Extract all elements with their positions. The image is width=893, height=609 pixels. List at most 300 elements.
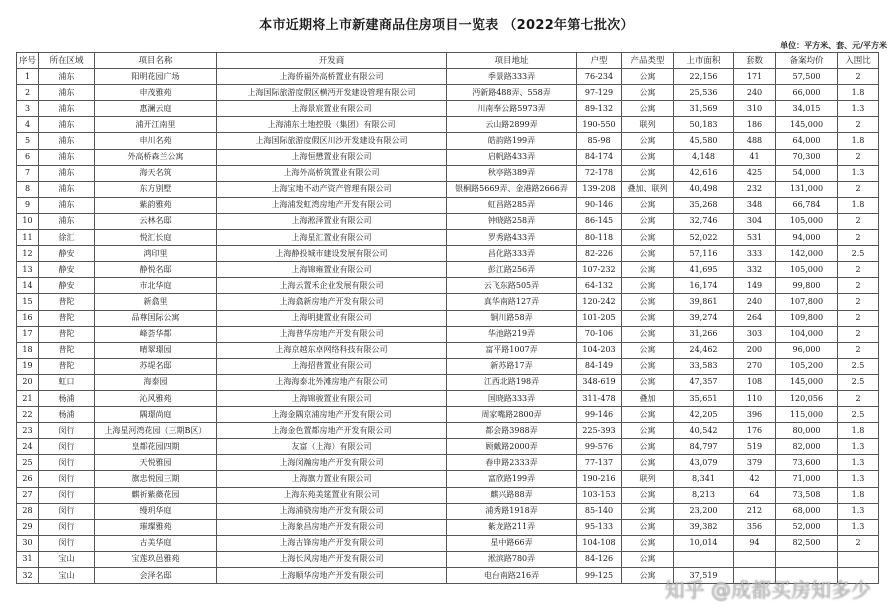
cell-price: 105,000: [776, 213, 838, 229]
cell-district: 闵行: [39, 455, 95, 471]
col-header-developer: 开发商: [217, 53, 447, 69]
cell-product-type: 公寓: [622, 407, 674, 423]
col-header-units: 套数: [734, 53, 776, 69]
cell-project-name: 浦开江南里: [95, 117, 217, 133]
cell-project-name: 海天名筑: [95, 165, 217, 181]
cell-area: 43,079: [674, 455, 734, 471]
cell-project-name: 云林名邸: [95, 213, 217, 229]
cell-units: 425: [734, 165, 776, 181]
table-row: [17, 101, 879, 117]
table-row: [17, 149, 879, 165]
cell-ratio: 1.3: [838, 455, 879, 471]
table-row: [17, 519, 879, 535]
table-row: [17, 471, 879, 487]
cell-area: 39,274: [674, 310, 734, 326]
cell-price: 64,000: [776, 133, 838, 149]
cell-ratio: [838, 551, 879, 567]
cell-product-type: 公寓: [622, 342, 674, 358]
cell-price: 109,800: [776, 310, 838, 326]
cell-units: 310: [734, 101, 776, 117]
cell-developer: 上海国际旅游度假区横沔开发建设管理有限公司: [217, 85, 447, 101]
cell-project-name: 申茂雅苑: [95, 85, 217, 101]
cell-area: 35,651: [674, 390, 734, 406]
cell-price: 54,000: [776, 165, 838, 181]
cell-units: 356: [734, 519, 776, 535]
cell-district: 闵行: [39, 487, 95, 503]
col-header-index: 序号: [17, 53, 39, 69]
cell-address: 真华南路127弄: [447, 294, 577, 310]
cell-units: 212: [734, 503, 776, 519]
cell-district: 浦东: [39, 213, 95, 229]
cell-unit-type: 70-106: [577, 326, 622, 342]
cell-index: 30: [17, 535, 39, 551]
cell-developer: 上海浦发虹湾房地产开发有限公司: [217, 197, 447, 213]
table-row: [17, 294, 879, 310]
cell-area: [674, 551, 734, 567]
cell-price: 104,000: [776, 326, 838, 342]
cell-index: 2: [17, 85, 39, 101]
cell-ratio: 2: [838, 69, 879, 85]
cell-developer: 上海海泰北外滩房地产有限公司: [217, 374, 447, 390]
cell-area: 50,183: [674, 117, 734, 133]
cell-address: 云飞东路505弄: [447, 278, 577, 294]
cell-price: 82,500: [776, 535, 838, 551]
col-header-area: 上市面积: [674, 53, 734, 69]
cell-developer: 上海恒懋置业有限公司: [217, 149, 447, 165]
cell-area: 8,341: [674, 471, 734, 487]
cell-project-name: 会泽名邸: [95, 568, 217, 584]
cell-project-name: 惠澜云庭: [95, 101, 217, 117]
cell-ratio: 2: [838, 181, 879, 197]
cell-area: 57,116: [674, 246, 734, 262]
cell-ratio: 2: [838, 278, 879, 294]
cell-index: 28: [17, 503, 39, 519]
cell-ratio: 1.3: [838, 471, 879, 487]
cell-index: 3: [17, 101, 39, 117]
cell-price: 71,000: [776, 471, 838, 487]
cell-price: 68,000: [776, 503, 838, 519]
cell-ratio: 2: [838, 326, 879, 342]
cell-area: 4,148: [674, 149, 734, 165]
cell-index: 12: [17, 246, 39, 262]
cell-unit-type: 77-137: [577, 455, 622, 471]
table-row: [17, 165, 879, 181]
cell-price: 99,800: [776, 278, 838, 294]
cell-unit-type: 90-146: [577, 197, 622, 213]
table-row: [17, 278, 879, 294]
cell-ratio: 2.5: [838, 358, 879, 374]
cell-unit-type: 120-242: [577, 294, 622, 310]
cell-area: 10,014: [674, 535, 734, 551]
cell-area: 32,746: [674, 213, 734, 229]
cell-district: 普陀: [39, 294, 95, 310]
cell-index: 5: [17, 133, 39, 149]
cell-project-name: 阳明花园广场: [95, 69, 217, 85]
cell-units: 110: [734, 390, 776, 406]
cell-area: 42,205: [674, 407, 734, 423]
cell-ratio: 1.3: [838, 165, 879, 181]
cell-district: 浦东: [39, 165, 95, 181]
cell-unit-type: 107-232: [577, 262, 622, 278]
cell-price: 82,000: [776, 439, 838, 455]
cell-developer: 上海浦东土地控股（集团）有限公司: [217, 117, 447, 133]
cell-product-type: 公寓: [622, 246, 674, 262]
cell-price: 145,000: [776, 374, 838, 390]
cell-product-type: 叠加、联列: [622, 181, 674, 197]
cell-unit-type: 89-132: [577, 101, 622, 117]
cell-project-name: 皇都花园四期: [95, 439, 217, 455]
cell-district: 宝山: [39, 551, 95, 567]
cell-price: 105,000: [776, 262, 838, 278]
table-row: [17, 246, 879, 262]
cell-index: 8: [17, 181, 39, 197]
cell-unit-type: 84-149: [577, 358, 622, 374]
cell-area: 31,569: [674, 101, 734, 117]
cell-index: 9: [17, 197, 39, 213]
cell-address: 江西北路198弄: [447, 374, 577, 390]
cell-units: 332: [734, 262, 776, 278]
cell-ratio: 2: [838, 230, 879, 246]
cell-ratio: 1.8: [838, 133, 879, 149]
cell-price: 80,000: [776, 423, 838, 439]
table-header-row: [17, 53, 879, 69]
cell-product-type: 叠加: [622, 390, 674, 406]
cell-ratio: 2.5: [838, 246, 879, 262]
cell-price: 70,300: [776, 149, 838, 165]
cell-area: 39,861: [674, 294, 734, 310]
cell-price: 94,000: [776, 230, 838, 246]
cell-district: 浦东: [39, 117, 95, 133]
cell-district: 杨浦: [39, 407, 95, 423]
cell-price: 57,500: [776, 69, 838, 85]
cell-developer: 上海侨福外高桥置业有限公司: [217, 69, 447, 85]
cell-district: 浦东: [39, 181, 95, 197]
cell-project-name: 古美华庭: [95, 535, 217, 551]
cell-index: 13: [17, 262, 39, 278]
cell-project-name: 新翕里: [95, 294, 217, 310]
table-row: [17, 568, 879, 584]
cell-district: 闵行: [39, 519, 95, 535]
cell-units: 41: [734, 149, 776, 165]
cell-product-type: 公寓: [622, 101, 674, 117]
cell-price: 73,508: [776, 487, 838, 503]
cell-project-name: 鸿印里: [95, 246, 217, 262]
table-row: [17, 342, 879, 358]
cell-product-type: 联列: [622, 117, 674, 133]
cell-product-type: 公寓: [622, 455, 674, 471]
cell-developer: 上海金色置都房地产开发有限公司: [217, 423, 447, 439]
cell-developer: 上海明捷置业有限公司: [217, 310, 447, 326]
cell-area: 39,382: [674, 519, 734, 535]
cell-developer: 上海旗力置业有限公司: [217, 471, 447, 487]
cell-developer: 上海静投城市建设发展有限公司: [217, 246, 447, 262]
cell-address: 铜川路58弄: [447, 310, 577, 326]
cell-area: 35,268: [674, 197, 734, 213]
cell-area: 84,797: [674, 439, 734, 455]
cell-project-name: 上海星河湾花园（三期B区）: [95, 423, 217, 439]
cell-units: 396: [734, 407, 776, 423]
cell-developer: 上海象昌房地产开发有限公司: [217, 519, 447, 535]
cell-ratio: 2: [838, 117, 879, 133]
cell-address: 淞滨路780弄: [447, 551, 577, 567]
cell-units: 303: [734, 326, 776, 342]
cell-ratio: 1.8: [838, 487, 879, 503]
cell-district: 闵行: [39, 471, 95, 487]
cell-project-name: 天悦雅园: [95, 455, 217, 471]
cell-unit-type: 84-174: [577, 149, 622, 165]
cell-units: [734, 568, 776, 584]
cell-units: 240: [734, 85, 776, 101]
cell-district: 闵行: [39, 439, 95, 455]
cell-index: 31: [17, 551, 39, 567]
cell-address: 沔新路488弄、558弄: [447, 85, 577, 101]
cell-product-type: 公寓: [622, 294, 674, 310]
cell-unit-type: 104-203: [577, 342, 622, 358]
cell-index: 11: [17, 230, 39, 246]
cell-index: 1: [17, 69, 39, 85]
table-row: [17, 181, 879, 197]
cell-unit-type: 104-108: [577, 535, 622, 551]
cell-unit-type: 64-132: [577, 278, 622, 294]
cell-address: 季景路333弄: [447, 69, 577, 85]
cell-address: 彭江路256弄: [447, 262, 577, 278]
cell-ratio: 1.3: [838, 439, 879, 455]
cell-ratio: 2: [838, 310, 879, 326]
cell-developer: 上海景宸置业有限公司: [217, 101, 447, 117]
cell-index: 4: [17, 117, 39, 133]
cell-product-type: 公寓: [622, 133, 674, 149]
cell-district: 宝山: [39, 568, 95, 584]
cell-district: 杨浦: [39, 390, 95, 406]
cell-area: 8,213: [674, 487, 734, 503]
table-row: [17, 69, 879, 85]
cell-area: 40,498: [674, 181, 734, 197]
cell-product-type: 公寓: [622, 149, 674, 165]
cell-product-type: 公寓: [622, 165, 674, 181]
cell-index: 19: [17, 358, 39, 374]
cell-unit-type: 348-619: [577, 374, 622, 390]
cell-address: 启帆路433弄: [447, 149, 577, 165]
cell-address: 周家嘴路2800弄: [447, 407, 577, 423]
table-row: [17, 310, 879, 326]
cell-address: 川南奉公路5973弄: [447, 101, 577, 117]
cell-project-name: 璀璨雅苑: [95, 519, 217, 535]
cell-ratio: 2: [838, 535, 879, 551]
cell-product-type: 公寓: [622, 230, 674, 246]
cell-index: 22: [17, 407, 39, 423]
cell-index: 25: [17, 455, 39, 471]
table-row: [17, 455, 879, 471]
cell-product-type: 公寓: [622, 262, 674, 278]
cell-ratio: 2: [838, 390, 879, 406]
cell-ratio: 1.3: [838, 519, 879, 535]
cell-project-name: 宝莲玖邑雅苑: [95, 551, 217, 567]
col-header-unit-type: 户型: [577, 53, 622, 69]
cell-project-name: 东方别墅: [95, 181, 217, 197]
cell-address: 星中路66弄: [447, 535, 577, 551]
cell-product-type: 公寓: [622, 278, 674, 294]
cell-developer: 上海古锋房地产开发有限公司: [217, 535, 447, 551]
page-title: 本市近期将上市新建商品住房项目一览表 （2022年第七批次）: [259, 18, 634, 33]
cell-index: 7: [17, 165, 39, 181]
cell-developer: 上海翕新房地产开发有限公司: [217, 294, 447, 310]
cell-product-type: 公寓: [622, 439, 674, 455]
cell-index: 14: [17, 278, 39, 294]
cell-ratio: 1.3: [838, 503, 879, 519]
cell-district: 静安: [39, 246, 95, 262]
cell-unit-type: 86-145: [577, 213, 622, 229]
cell-project-name: 晴翠璟园: [95, 342, 217, 358]
cell-developer: 上海普华房地产开发有限公司: [217, 326, 447, 342]
cell-ratio: 1.8: [838, 85, 879, 101]
cell-project-name: 外高桥森兰公寓: [95, 149, 217, 165]
cell-unit-type: 139-208: [577, 181, 622, 197]
cell-units: 304: [734, 213, 776, 229]
cell-developer: 上海外高桥筑置业有限公司: [217, 165, 447, 181]
unit-note: 单位：平方米、套、元/平方米: [780, 41, 887, 50]
cell-developer: 上海京越东卓网络科技有限公司: [217, 342, 447, 358]
cell-product-type: 公寓: [622, 551, 674, 567]
cell-district: 闵行: [39, 423, 95, 439]
cell-address: 紫龙路211弄: [447, 519, 577, 535]
cell-address: 电台南路216弄: [447, 568, 577, 584]
table-row: [17, 390, 879, 406]
cell-ratio: 2: [838, 213, 879, 229]
cell-district: 浦东: [39, 69, 95, 85]
cell-area: 23,200: [674, 503, 734, 519]
cell-price: 107,800: [776, 294, 838, 310]
cell-index: 32: [17, 568, 39, 584]
cell-units: 64: [734, 487, 776, 503]
cell-index: 24: [17, 439, 39, 455]
cell-price: 120,056: [776, 390, 838, 406]
cell-index: 29: [17, 519, 39, 535]
cell-units: 270: [734, 358, 776, 374]
cell-units: 42: [734, 471, 776, 487]
cell-address: 春申路2333弄: [447, 455, 577, 471]
cell-unit-type: 76-234: [577, 69, 622, 85]
cell-index: 20: [17, 374, 39, 390]
cell-project-name: 苏堤名邸: [95, 358, 217, 374]
cell-developer: 友富（上海）有限公司: [217, 439, 447, 455]
cell-developer: 上海宝地不动产资产管理有限公司: [217, 181, 447, 197]
cell-price: 34,015: [776, 101, 838, 117]
table-row: [17, 85, 879, 101]
cell-district: 浦东: [39, 149, 95, 165]
cell-project-name: 海泰园: [95, 374, 217, 390]
cell-product-type: 公寓: [622, 69, 674, 85]
cell-address: 钟晓路258弄: [447, 213, 577, 229]
cell-index: 27: [17, 487, 39, 503]
cell-price: 73,600: [776, 455, 838, 471]
cell-units: 171: [734, 69, 776, 85]
cell-ratio: 1.8: [838, 197, 879, 213]
table-row: [17, 326, 879, 342]
cell-units: 200: [734, 342, 776, 358]
cell-unit-type: 97-129: [577, 85, 622, 101]
table-row: [17, 213, 879, 229]
cell-developer: 上海长风房地产开发有限公司: [217, 551, 447, 567]
col-header-district: 所在区域: [39, 53, 95, 69]
cell-developer: 上海金隅京浦房地产开发有限公司: [217, 407, 447, 423]
table-row: [17, 439, 879, 455]
cell-project-name: 申川名苑: [95, 133, 217, 149]
cell-address: 昌化路333弄: [447, 246, 577, 262]
cell-area: 31,266: [674, 326, 734, 342]
cell-units: 176: [734, 423, 776, 439]
cell-project-name: 悦汇长庭: [95, 230, 217, 246]
cell-district: 浦东: [39, 133, 95, 149]
cell-unit-type: 225-393: [577, 423, 622, 439]
cell-price: 66,000: [776, 85, 838, 101]
cell-district: 闵行: [39, 503, 95, 519]
cell-index: 18: [17, 342, 39, 358]
table-row: [17, 262, 879, 278]
cell-price: [776, 568, 838, 584]
cell-product-type: 公寓: [622, 423, 674, 439]
cell-area: 33,583: [674, 358, 734, 374]
cell-unit-type: 99-125: [577, 568, 622, 584]
cell-district: 普陀: [39, 310, 95, 326]
cell-ratio: 1.3: [838, 101, 879, 117]
cell-district: 浦东: [39, 197, 95, 213]
cell-unit-type: 85-98: [577, 133, 622, 149]
cell-index: 6: [17, 149, 39, 165]
cell-address: 虹昌路285弄: [447, 197, 577, 213]
cell-project-name: 峰荟华都: [95, 326, 217, 342]
cell-units: [734, 551, 776, 567]
cell-product-type: 公寓: [622, 326, 674, 342]
cell-units: 186: [734, 117, 776, 133]
cell-units: 240: [734, 294, 776, 310]
cell-address: 皓韵路199弄: [447, 133, 577, 149]
cell-index: 21: [17, 390, 39, 406]
cell-address: 富平路1007弄: [447, 342, 577, 358]
cell-developer: 上海云置禾企业发展有限公司: [217, 278, 447, 294]
cell-developer: 上海招普置业有限公司: [217, 358, 447, 374]
cell-ratio: 2.5: [838, 407, 879, 423]
cell-district: 静安: [39, 278, 95, 294]
cell-area: 41,695: [674, 262, 734, 278]
cell-unit-type: 80-118: [577, 230, 622, 246]
cell-district: 浦东: [39, 101, 95, 117]
cell-address: 富欣路199弄: [447, 471, 577, 487]
cell-product-type: 公寓: [622, 374, 674, 390]
cell-price: 96,000: [776, 342, 838, 358]
cell-area: 22,156: [674, 69, 734, 85]
table-row: [17, 117, 879, 133]
cell-price: 131,000: [776, 181, 838, 197]
cell-area: 24,462: [674, 342, 734, 358]
cell-ratio: 2: [838, 294, 879, 310]
cell-units: 264: [734, 310, 776, 326]
col-header-ratio: 入围比: [838, 53, 879, 69]
cell-units: 531: [734, 230, 776, 246]
cell-project-name: 静悦名邸: [95, 262, 217, 278]
cell-area: 16,174: [674, 278, 734, 294]
cell-units: 519: [734, 439, 776, 455]
cell-district: 普陀: [39, 326, 95, 342]
cell-address: 浦秀路1918弄: [447, 503, 577, 519]
cell-unit-type: 99-576: [577, 439, 622, 455]
cell-unit-type: 72-178: [577, 165, 622, 181]
table-row: [17, 133, 879, 149]
cell-district: 普陀: [39, 358, 95, 374]
cell-district: 浦东: [39, 85, 95, 101]
cell-product-type: 公寓: [622, 358, 674, 374]
cell-unit-type: 101-205: [577, 310, 622, 326]
cell-index: 15: [17, 294, 39, 310]
